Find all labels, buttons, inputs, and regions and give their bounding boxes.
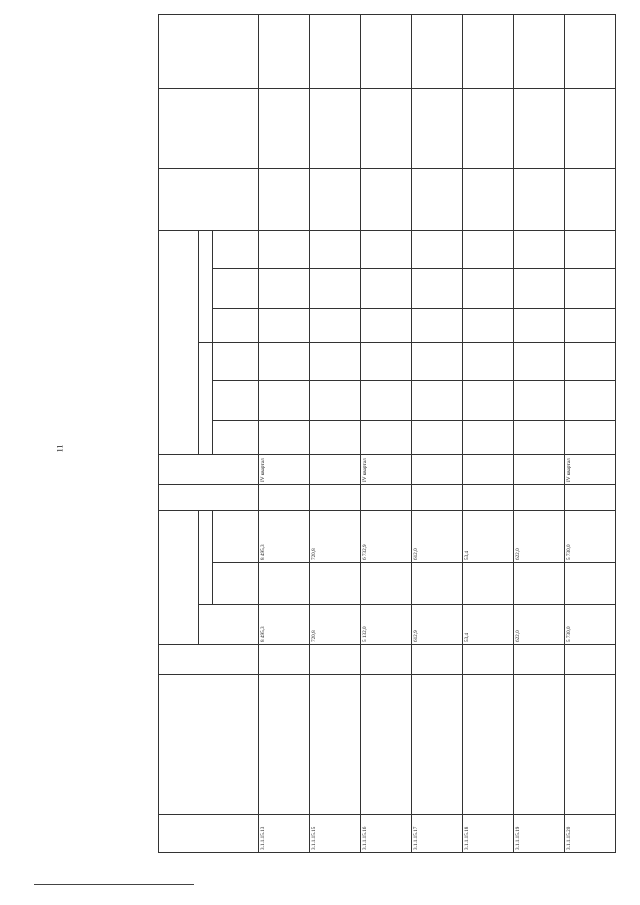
row-year-b-fed — [361, 268, 412, 308]
row-b-reg: 622,0 — [514, 510, 565, 562]
header-year-b — [199, 230, 213, 342]
row-year-b-total — [259, 308, 310, 342]
row-term — [463, 454, 514, 484]
row-b-reg: 53,4 — [463, 510, 514, 562]
row-code — [565, 645, 616, 675]
table-row — [361, 14, 412, 852]
row-year-b-total — [361, 308, 412, 342]
row-term: IV квартал — [259, 454, 310, 484]
header-year-b-fed — [213, 268, 259, 308]
page-number: 11 — [55, 444, 65, 453]
header-year-a-fed — [213, 380, 259, 420]
header-year-b-total — [213, 308, 259, 342]
table-row — [514, 14, 565, 852]
row-b-reg: 612,0 — [412, 510, 463, 562]
header-year-b-reg — [213, 230, 259, 268]
table-row — [412, 14, 463, 852]
header-code — [159, 645, 259, 675]
row-year-b-fed — [565, 268, 616, 308]
table-body — [259, 14, 616, 852]
row-executor — [361, 88, 412, 168]
header-b-fed — [213, 563, 259, 605]
row-code — [412, 645, 463, 675]
row-unit — [565, 484, 616, 510]
row-code — [310, 645, 361, 675]
header-total — [199, 605, 259, 645]
row-b-fed — [412, 563, 463, 605]
row-b-fed — [514, 563, 565, 605]
row-year-a-total — [361, 420, 412, 454]
header-term — [159, 454, 259, 484]
row-unit — [463, 484, 514, 510]
row-executor — [514, 88, 565, 168]
row-year-a-total — [565, 420, 616, 454]
row-number: 3.1.1.15.17 — [412, 815, 463, 853]
row-year-a-total — [463, 420, 514, 454]
row-executor — [463, 88, 514, 168]
header-year-a-reg — [213, 342, 259, 380]
table-row — [259, 14, 310, 852]
row-year-a-fed — [259, 380, 310, 420]
row-year-b-reg — [361, 230, 412, 268]
row-year-b-fed — [310, 268, 361, 308]
table-row — [565, 14, 616, 852]
header-incl — [199, 510, 213, 604]
footnote-rule — [34, 884, 194, 885]
row-total: 720,8 — [310, 605, 361, 645]
row-extra — [565, 14, 616, 88]
header-year-a-total — [213, 420, 259, 454]
row-object-name — [310, 675, 361, 815]
row-b-reg: 6 732,9 — [361, 510, 412, 562]
row-year-a-reg — [259, 342, 310, 380]
row-year-b-reg — [463, 230, 514, 268]
row-b-fed — [463, 563, 514, 605]
row-year-a-reg — [463, 342, 514, 380]
row-object-name — [412, 675, 463, 815]
row-executor — [412, 88, 463, 168]
row-b-reg: 8 495,3 — [259, 510, 310, 562]
row-number: 3.1.1.15.15 — [310, 815, 361, 853]
row-year-b-fed — [514, 268, 565, 308]
table-row — [310, 14, 361, 852]
row-b-reg: 5 730,0 — [565, 510, 616, 562]
row-total: 622,0 — [514, 605, 565, 645]
row-year-a-reg — [514, 342, 565, 380]
header-year-a — [199, 342, 213, 454]
header-executor — [159, 88, 259, 168]
row-year-b-reg — [259, 230, 310, 268]
row-year-a-reg — [565, 342, 616, 380]
row-year-b-total — [514, 308, 565, 342]
row-year-a-fed — [514, 380, 565, 420]
row-extra — [514, 14, 565, 88]
row-year-b-fed — [259, 268, 310, 308]
row-year-a-fed — [310, 380, 361, 420]
row-executor — [259, 88, 310, 168]
row-number: 3.1.1.15.18 — [463, 815, 514, 853]
table-row — [463, 14, 514, 852]
row-customer — [463, 168, 514, 230]
header-forecast — [159, 230, 199, 454]
row-extra — [412, 14, 463, 88]
row-total: 53,4 — [463, 605, 514, 645]
row-code — [361, 645, 412, 675]
row-number: 3.1.1.15.16 — [361, 815, 412, 853]
header-unit — [159, 484, 259, 510]
row-customer — [259, 168, 310, 230]
header-customer — [159, 168, 259, 230]
row-unit — [259, 484, 310, 510]
row-year-a-fed — [565, 380, 616, 420]
row-executor — [310, 88, 361, 168]
row-extra — [310, 14, 361, 88]
row-year-b-fed — [463, 268, 514, 308]
row-unit — [514, 484, 565, 510]
row-b-fed — [565, 563, 616, 605]
row-customer — [565, 168, 616, 230]
row-term — [412, 454, 463, 484]
row-year-b-total — [412, 308, 463, 342]
row-customer — [361, 168, 412, 230]
row-year-a-total — [514, 420, 565, 454]
row-year-a-total — [412, 420, 463, 454]
header-extra — [159, 14, 259, 88]
row-b-fed — [259, 563, 310, 605]
row-total: 612,9 — [412, 605, 463, 645]
row-object-name — [259, 675, 310, 815]
row-year-a-reg — [310, 342, 361, 380]
row-year-b-reg — [565, 230, 616, 268]
row-term: IV квартал — [361, 454, 412, 484]
program-table-rotated — [158, 15, 616, 853]
row-year-a-reg — [361, 342, 412, 380]
row-year-a-total — [259, 420, 310, 454]
row-unit — [310, 484, 361, 510]
row-year-a-fed — [361, 380, 412, 420]
header-b-reg — [213, 510, 259, 562]
row-year-a-fed — [463, 380, 514, 420]
row-year-a-fed — [412, 380, 463, 420]
row-unit — [361, 484, 412, 510]
row-extra — [259, 14, 310, 88]
row-year-b-reg — [310, 230, 361, 268]
row-number: 3.1.1.15.13 — [259, 815, 310, 853]
row-b-fed — [361, 563, 412, 605]
header-cost — [159, 510, 199, 644]
header-no — [159, 815, 259, 853]
row-object-name — [361, 675, 412, 815]
program-table-frame — [158, 15, 616, 853]
row-customer — [412, 168, 463, 230]
row-number: 3.1.1.15.20 — [565, 815, 616, 853]
row-object-name — [514, 675, 565, 815]
row-year-b-reg — [514, 230, 565, 268]
row-year-a-reg — [412, 342, 463, 380]
row-unit — [412, 484, 463, 510]
table-header — [159, 14, 259, 852]
row-total: 5 132,0 — [361, 605, 412, 645]
header-name — [159, 675, 259, 815]
program-table — [158, 14, 616, 853]
row-object-name — [565, 675, 616, 815]
row-term: IV квартал — [565, 454, 616, 484]
row-executor — [565, 88, 616, 168]
row-customer — [514, 168, 565, 230]
row-total: 8 495,3 — [259, 605, 310, 645]
row-extra — [463, 14, 514, 88]
row-term — [310, 454, 361, 484]
row-b-fed — [310, 563, 361, 605]
row-code — [463, 645, 514, 675]
row-year-b-total — [310, 308, 361, 342]
row-term — [514, 454, 565, 484]
row-year-a-total — [310, 420, 361, 454]
row-year-b-total — [565, 308, 616, 342]
row-b-reg: 720,8 — [310, 510, 361, 562]
row-code — [514, 645, 565, 675]
row-object-name — [463, 675, 514, 815]
row-number: 3.1.1.15.19 — [514, 815, 565, 853]
row-customer — [310, 168, 361, 230]
row-total: 5 730,0 — [565, 605, 616, 645]
row-year-b-fed — [412, 268, 463, 308]
row-year-b-reg — [412, 230, 463, 268]
row-extra — [361, 14, 412, 88]
row-code — [259, 645, 310, 675]
row-year-b-total — [463, 308, 514, 342]
